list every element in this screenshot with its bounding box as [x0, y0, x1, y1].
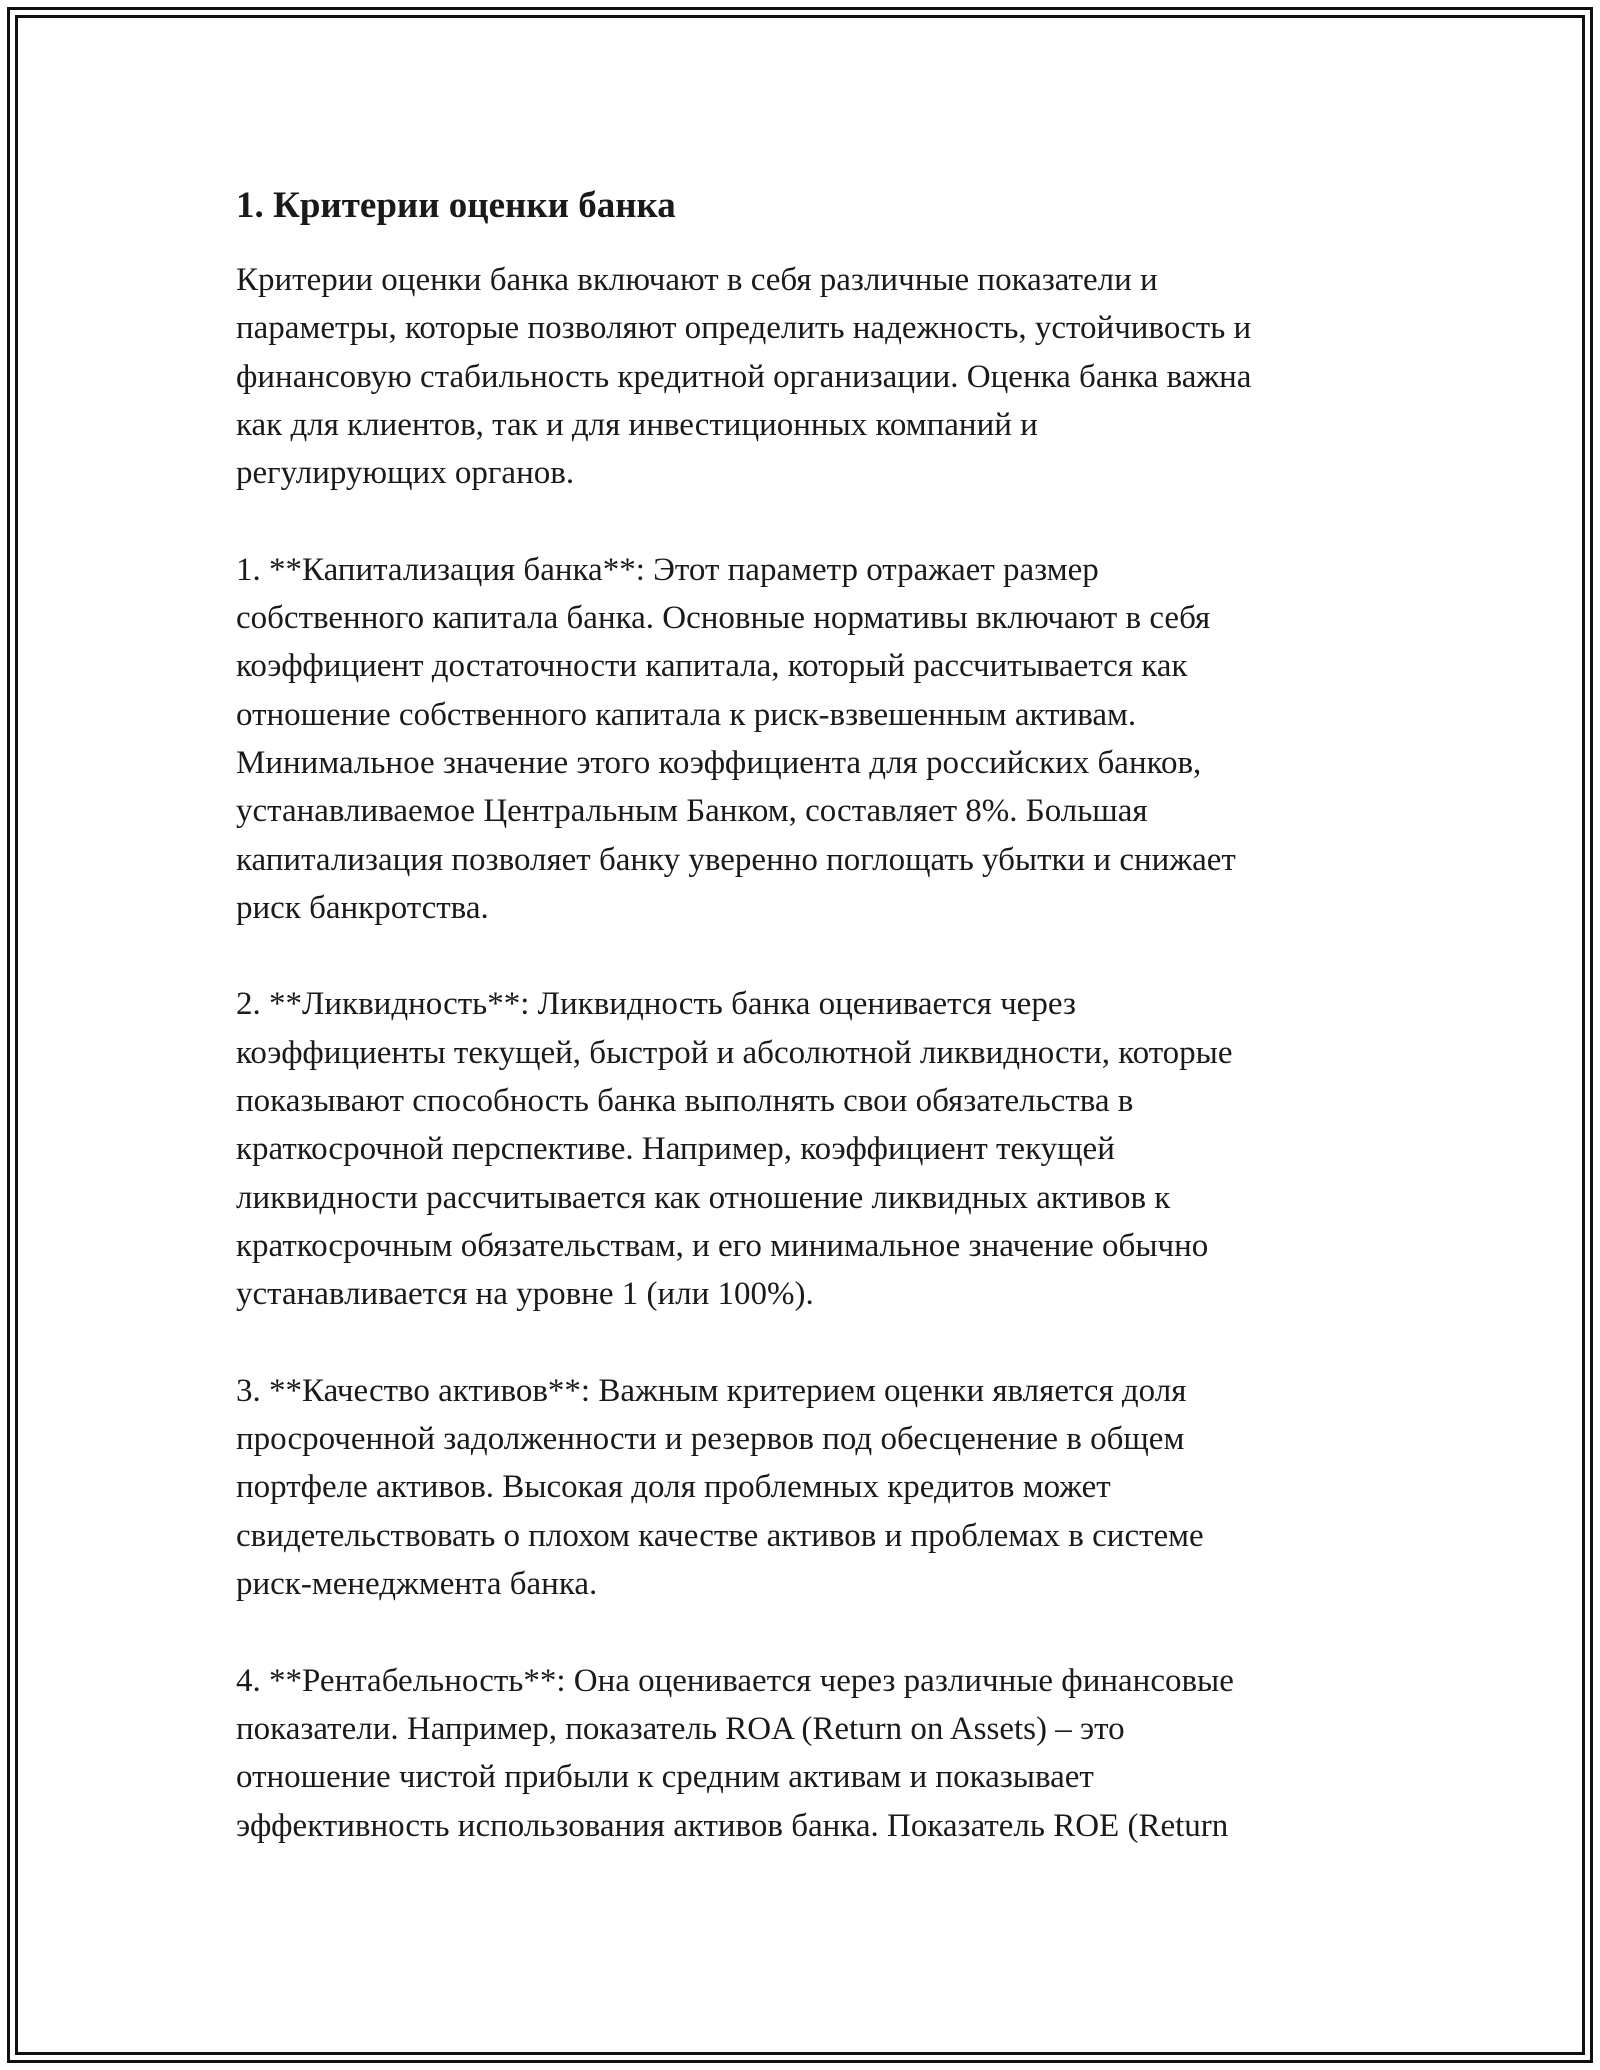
- text-line: собственного капитала банка. Основные нормативы включают в себя: [236, 600, 1211, 637]
- paragraph-gap: [236, 932, 1386, 980]
- text-line: риск-менеджмента банка.: [236, 1566, 598, 1603]
- text-line: 1. **Капитализация банка**: Этот параметр отражает размер: [236, 551, 1099, 588]
- text-line: эффективность использования активов банка. Показатель ROE (Return: [236, 1807, 1229, 1844]
- text-line: 3. **Качество активов**: Важным критерием оценки является доля: [236, 1372, 1187, 1409]
- text-line: регулирующих органов.: [236, 455, 575, 492]
- profitability-paragraph: [236, 1657, 1386, 1850]
- text-line: свидетельствовать о плохом качестве активов и проблемах в системе: [236, 1517, 1204, 1554]
- paragraph-gap: [236, 1319, 1386, 1367]
- text-line: риск банкротства.: [236, 889, 489, 926]
- text-line: устанавливается на уровне 1 (или 100%).: [236, 1276, 814, 1313]
- text-line: показатели. Например, показатель ROA (Return on Assets) – это: [236, 1710, 1125, 1747]
- text-line: финансовую стабильность кредитной организации. Оценка банка важна: [236, 358, 1252, 395]
- text-line: краткосрочным обязательствам, и его минимальное значение обычно: [236, 1227, 1209, 1264]
- text-line: краткосрочной перспективе. Например, коэффициент текущей: [236, 1131, 1115, 1168]
- text-line: устанавливаемое Центральным Банком, составляет 8%. Большая: [236, 793, 1148, 830]
- paragraph-gap: [236, 497, 1386, 545]
- text-line: Минимальное значение этого коэффициента для российских банков,: [236, 744, 1202, 781]
- liquidity-paragraph: [236, 980, 1386, 1318]
- paragraph-gap: [236, 1608, 1386, 1656]
- text-line: отношение собственного капитала к риск-взвешенным активам.: [236, 696, 1137, 733]
- section-heading: 1. Критерии оценки банка: [236, 185, 676, 226]
- asset-quality-paragraph: [236, 1367, 1386, 1608]
- text-line: капитализация позволяет банку уверенно поглощать убытки и снижает: [236, 841, 1236, 878]
- capitalization-paragraph: [236, 546, 1386, 932]
- text-line: коэффициент достаточности капитала, который рассчитывается как: [236, 648, 1188, 685]
- text-line: 2. **Ликвидность**: Ликвидность банка оценивается через: [236, 986, 1076, 1023]
- text-line: 4. **Рентабельность**: Она оценивается через различные финансовые: [236, 1662, 1234, 1699]
- text-line: просроченной задолженности и резервов под обесценение в общем: [236, 1421, 1185, 1458]
- text-line: параметры, которые позволяют определить надежность, устойчивость и: [236, 310, 1252, 347]
- text-line: ликвидности рассчитывается как отношение ликвидных активов к: [236, 1179, 1171, 1216]
- text-line: как для клиентов, так и для инвестиционных компаний и: [236, 406, 1038, 443]
- text-line: показывают способность банка выполнять свои обязательства в: [236, 1083, 1134, 1120]
- text-line: портфеле активов. Высокая доля проблемных кредитов может: [236, 1469, 1111, 1506]
- text-line: отношение чистой прибыли к средним активам и показывает: [236, 1759, 1094, 1796]
- text-line: коэффициенты текущей, быстрой и абсолютной ликвидности, которые: [236, 1034, 1233, 1071]
- intro-paragraph: [236, 256, 1386, 497]
- document-body: [236, 182, 1386, 1850]
- text-line: Критерии оценки банка включают в себя различные показатели и: [236, 262, 1158, 298]
